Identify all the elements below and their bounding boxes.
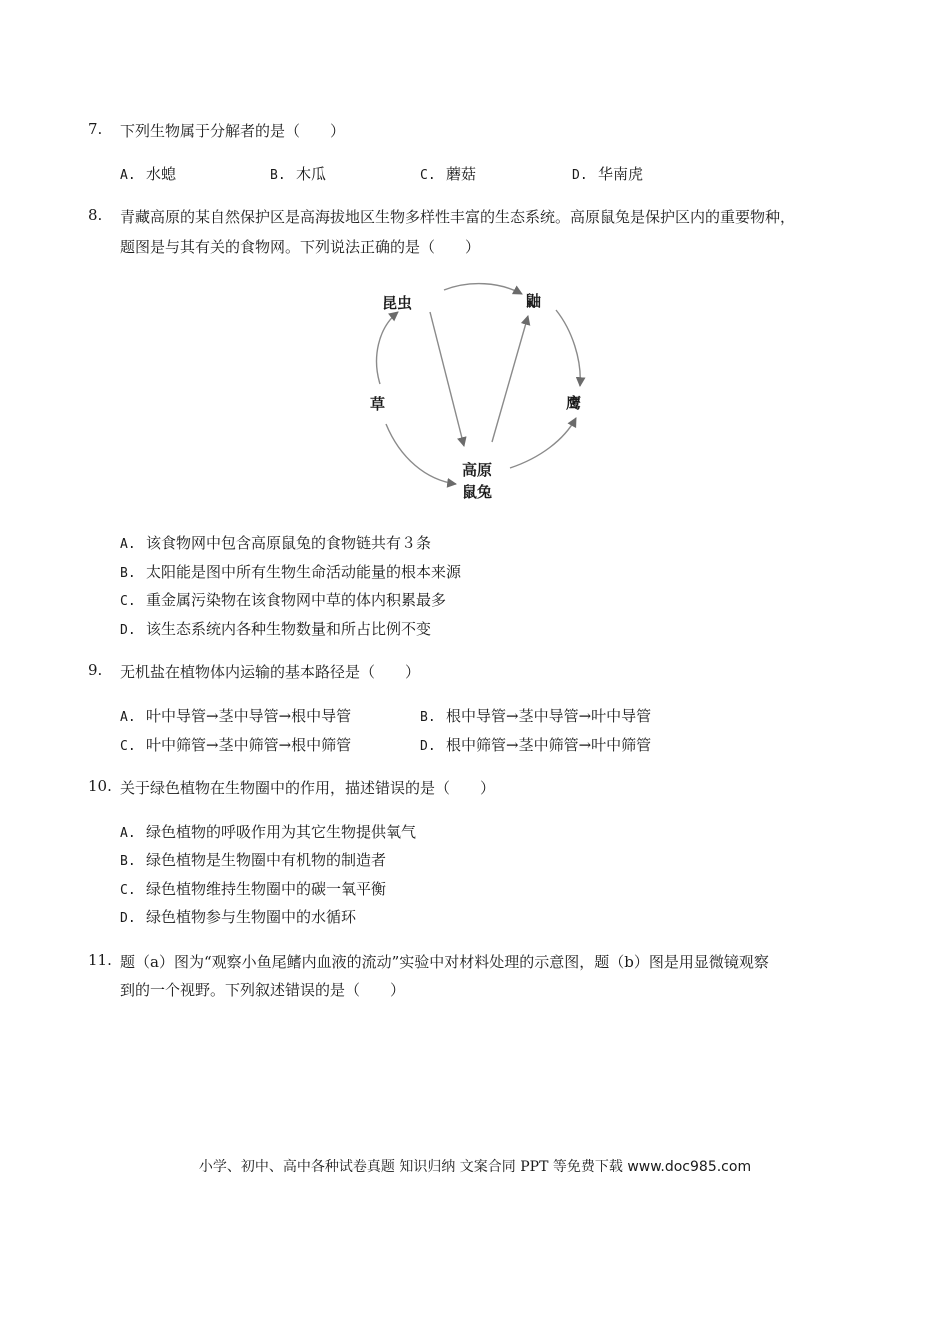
arrow-insect-to-vole [444,284,522,294]
question-text: 关于绿色植物在生物圈中的作用，描述错误的是（ ） [120,779,496,797]
option-b: B. 木瓜 [270,165,327,183]
node-grass: 草 [370,395,386,413]
option-a: A. 水螅 [120,165,177,183]
question-number: 9. [88,661,103,679]
question-text-line-1: 青藏高原的某自然保护区是高海拔地区生物多样性丰富的生态系统。高原鼠兔是保护区内的重要物种， [120,208,796,226]
question-number: 11. [88,951,112,969]
footer-link[interactable]: www.doc985.com [627,1159,752,1175]
option-d: D. 该生态系统内各种生物数量和所占比例不变 [120,620,432,638]
option-c: C. 叶中筛管→茎中筛管→根中筛管 [120,736,352,754]
question-number: 10. [88,777,112,795]
option-b: B. 绿色植物是生物圈中有机物的制造者 [120,851,387,869]
arrow-insect-to-pika [430,312,464,446]
page-footer [0,1156,950,1176]
option-d: D. 绿色植物参与生物圈中的水循环 [120,908,357,926]
question-text-line-2: 到的一个视野。下列叙述错误的是（ ） [120,981,406,999]
food-web-arrows [377,284,581,484]
option-a: A. 该食物网中包含高原鼠兔的食物链共有３条 [120,534,432,552]
node-eagle: 鹰 [566,394,582,412]
arrow-vole-to-eagle [556,310,580,386]
arrow-grass-to-pika [386,424,456,484]
question-number: 7. [88,120,103,138]
question-number: 8. [88,206,103,224]
footer-text: 小学、初中、高中各种试卷真题 知识归纳 文案合同 PPT 等免费下载 [198,1159,623,1175]
option-b: B. 太阳能是图中所有生物生命活动能量的根本来源 [120,563,462,581]
option-a: A. 绿色植物的呼吸作用为其它生物提供氧气 [120,823,417,841]
node-pika-line-2: 鼠兔 [462,483,493,501]
question-text: 无机盐在植物体内运输的基本路径是（ ） [120,663,421,681]
option-b: B. 根中导管→茎中导管→叶中导管 [420,707,652,725]
arrow-pika-to-vole [492,316,528,442]
option-c: C. 蘑菇 [420,165,477,183]
node-vole: 鼬 [526,292,542,310]
node-insect: 昆虫 [382,294,413,312]
question-text-line-1: 题（a）图为“观察小鱼尾鳍内血液的流动”实验中对材料处理的示意图，题（b）图是用显微镜观察 [120,953,769,971]
option-c: C. 重金属污染物在该食物网中草的体内积累最多 [120,591,447,609]
option-d: D. 根中筛管→茎中筛管→叶中筛管 [420,736,652,754]
option-d: D. 华南虎 [572,165,644,183]
arrow-grass-to-insect [377,312,398,384]
arrow-pika-to-eagle [510,418,576,468]
node-pika-line-1: 高原 [462,461,493,479]
question-text-line-2: 题图是与其有关的食物网。下列说法正确的是（ ） [120,238,481,256]
option-a: A. 叶中导管→茎中导管→根中导管 [120,707,352,725]
question-text: 下列生物属于分解者的是（ ） [120,122,346,140]
option-c: C. 绿色植物维持生物圈中的碳一氧平衡 [120,880,387,898]
food-web-diagram [360,278,600,510]
